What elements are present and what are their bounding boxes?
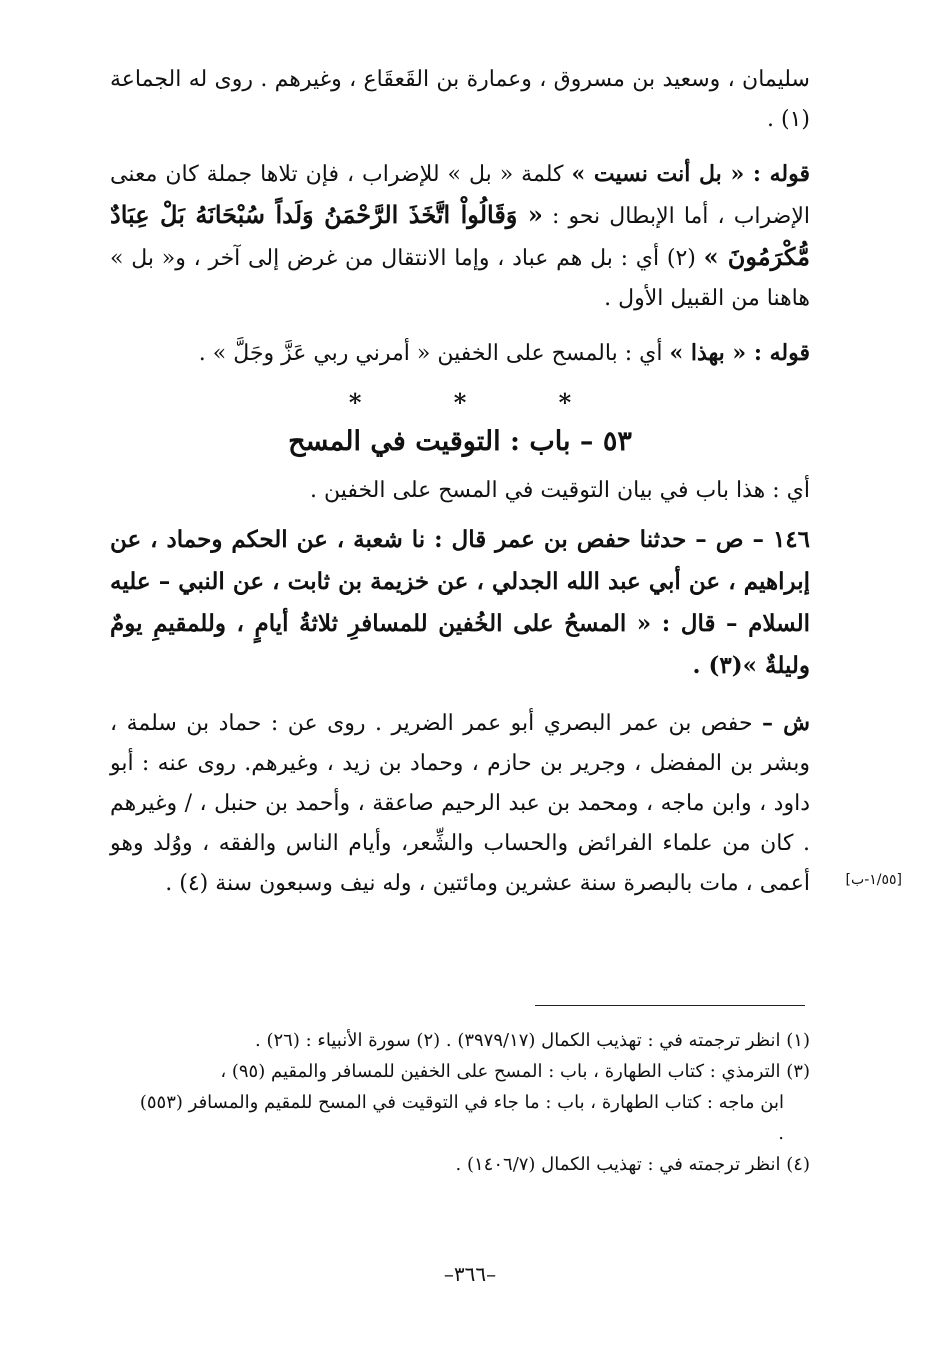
chapter-intro: أي : هذا باب في بيان التوقيت في المسح على الخفين .	[309, 478, 810, 503]
paragraph-bihadha	[110, 333, 810, 374]
commentary-text: حفص بن عمر البصري أبو عمر الضرير . روى عن : حماد بن سلمة ، وبشر بن المفضل ، وجرير بن حازم ، وحماد بن زيد ، وغيرهم. روى عنه : أبو داود ، وابن ماجه ، ومحمد بن عبد الرحيم صاعقة ، وأحمد بن حنبل ، / وغيرهم . كان من علماء الفرائض والحساب والشِّعر، وأيام الناس والفقه ، ووُلد وهو أعمى ، مات بالبصرة سنة عشرين ومائتين ، وله نيف وسبعون سنة (٤) .	[110, 711, 810, 896]
paragraph-text: (٢) أي : بل هم عباد ، وإما الانتقال من غرض إلى آخر ، و« بل » هاهنا من القبيل الأول .	[110, 246, 810, 311]
paragraph-continuation	[110, 60, 810, 140]
page-number: –٣٦٦–	[443, 1262, 497, 1286]
footnotes	[130, 1025, 810, 1180]
hadith-text: ١٤٦ – ص – حدثنا حفص بن عمر قال : نا شعبة ، عن الحكم وحماد ، عن إبراهيم ، عن أبي عبد الله الجدلي ، عن خزيمة بن ثابت ، عن النبي – عليه السلام – قال : « المسحُ على الخُفين للمسافرِ ثلاثةُ أيامٍ ، وللمقيمِ يومٌ وليلةٌ »(٣) .	[110, 526, 810, 679]
paragraph-text: سليمان ، وسعيد بن مسروق ، وعمارة بن القَعقَاع ، وغيرهم . روى له الجماعة (١) .	[110, 67, 810, 132]
footnote-3: (٣) الترمذي : كتاب الطهارة ، باب : المسح على الخفين للمسافر والمقيم (٩٥) ،	[220, 1061, 810, 1082]
paragraph-lead: قوله : « بل أنت نسيت »	[571, 161, 811, 187]
paragraph-text: أي : بالمسح على الخفين « أمرني ربي عَزَّ وجَلَّ » .	[198, 341, 663, 366]
footnote-3-continued: ابن ماجه : كتاب الطهارة ، باب : ما جاء في التوقيت في المسح للمقيم والمسافر (٥٥٣) .	[139, 1092, 784, 1144]
chapter-title: ٥٣ – باب : التوقيت في المسح	[288, 426, 632, 457]
section-separator: * * *	[348, 388, 614, 417]
commentary-lead: ش –	[762, 710, 810, 736]
paragraph-text: كلمة « بل » للإضراب ، فإن تلاها جملة كان معنى الإضراب ، أما الإبطال نحو :	[110, 162, 810, 229]
page-body	[110, 60, 810, 904]
manuscript-folio-note: [١/٥٥-ب]	[845, 872, 902, 888]
quran-quote: « وَقَالُواْ اتَّخَذَ الرَّحْمَنُ وَلَداً سُبْحَانَهُ بَلْ عِبَادٌ مُّكْرَمُونَ »	[110, 200, 811, 271]
footnote-4: (٤) انظر ترجمته في : تهذيب الكمال (١٤٠٦/٧) .	[455, 1154, 810, 1175]
paragraph-lead: قوله : « بهذا »	[669, 340, 810, 366]
paragraph-bal	[110, 154, 810, 319]
commentary	[110, 703, 810, 904]
footnote-1: (١) انظر ترجمته في : تهذيب الكمال (٣٩٧٩/١٧) . (٢) سورة الأنبياء : (٢٦) .	[255, 1030, 810, 1051]
footnote-divider	[535, 1005, 805, 1006]
